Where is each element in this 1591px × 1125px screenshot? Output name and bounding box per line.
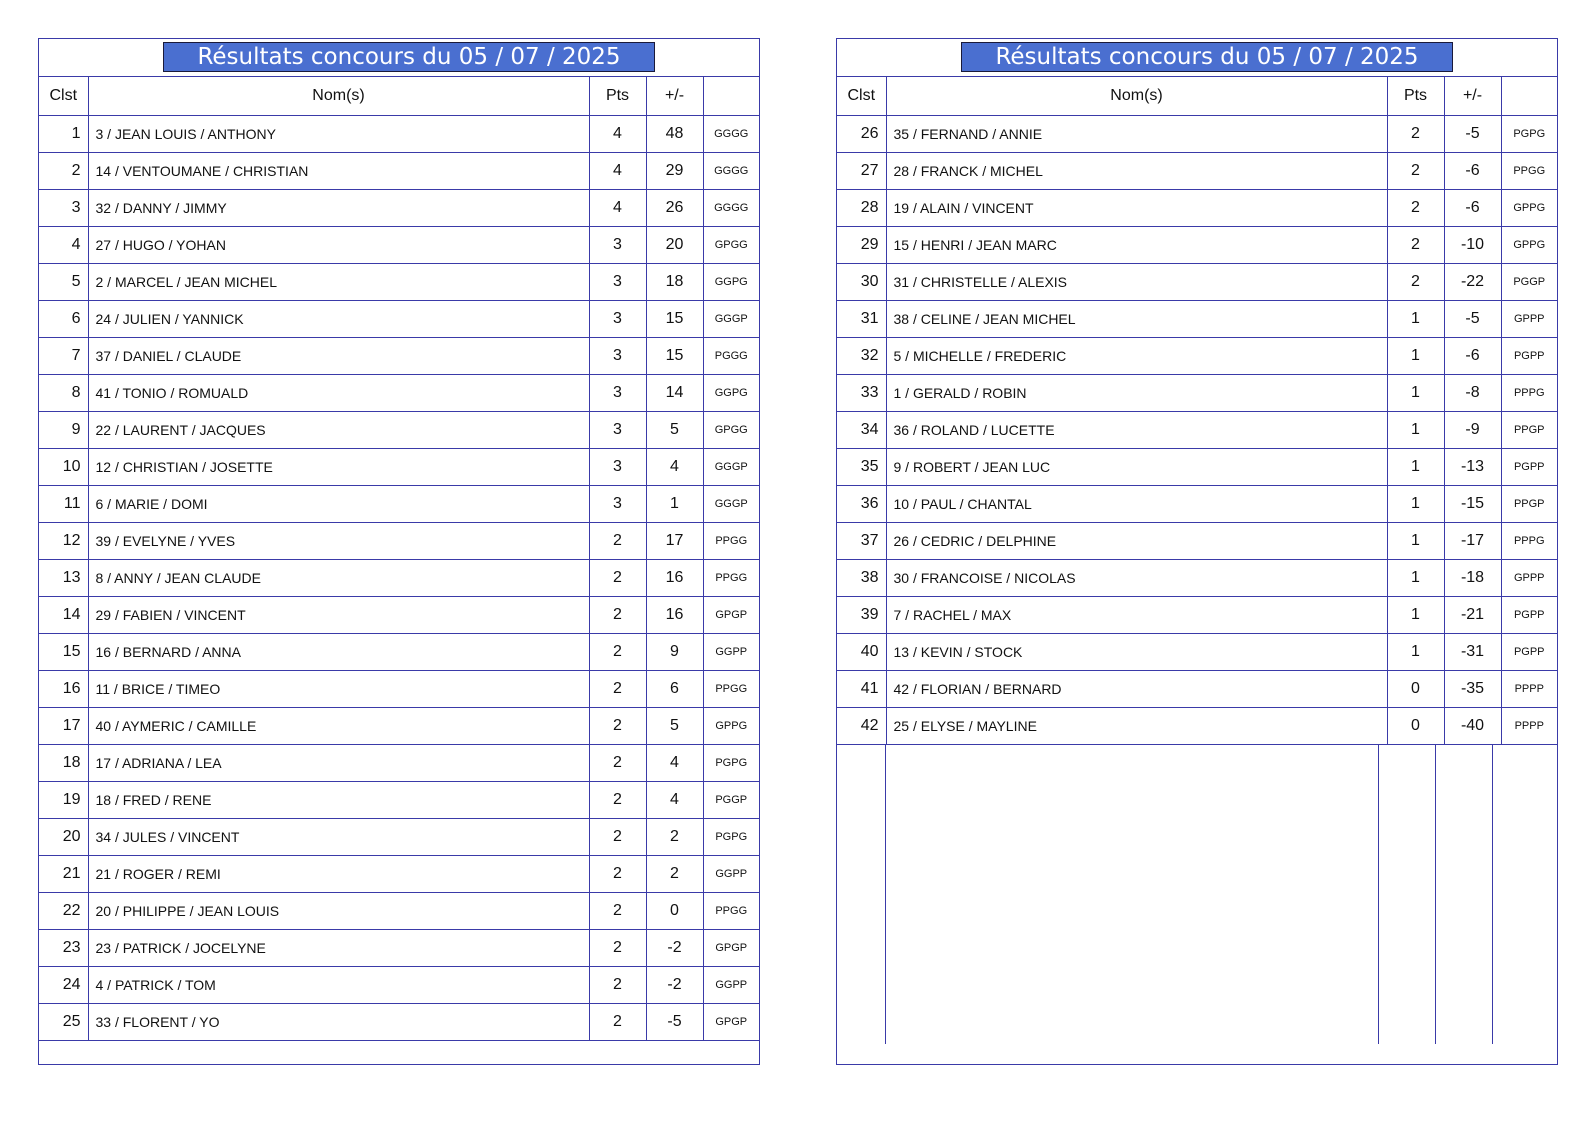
goal-diff-cell: -5: [1444, 300, 1501, 337]
points-cell: 2: [589, 929, 646, 966]
table-row: [837, 374, 1557, 411]
goal-diff-cell: -31: [1444, 633, 1501, 670]
points-cell: 2: [589, 892, 646, 929]
points-cell: 2: [589, 855, 646, 892]
match-results-cell: PPGG: [703, 522, 759, 559]
goal-diff-cell: -6: [1444, 152, 1501, 189]
goal-diff-cell: 0: [646, 892, 703, 929]
points-cell: 0: [1387, 670, 1444, 707]
team-name-cell: 34 / JULES / VINCENT: [88, 818, 589, 855]
header-clst: Clst: [837, 77, 886, 115]
team-name-cell: 15 / HENRI / JEAN MARC: [886, 226, 1387, 263]
results-panel-right: [836, 38, 1558, 1065]
header-row: [39, 77, 759, 115]
team-name-cell: 6 / MARIE / DOMI: [88, 485, 589, 522]
match-results-cell: PPPG: [1501, 374, 1557, 411]
points-cell: 2: [589, 966, 646, 1003]
header-row: [837, 77, 1557, 115]
goal-diff-cell: 5: [646, 411, 703, 448]
goal-diff-cell: 48: [646, 115, 703, 152]
goal-diff-cell: 16: [646, 596, 703, 633]
goal-diff-cell: 4: [646, 781, 703, 818]
team-name-cell: 23 / PATRICK / JOCELYNE: [88, 929, 589, 966]
match-results-cell: GPGG: [703, 226, 759, 263]
rank-cell: 13: [39, 559, 88, 596]
rank-cell: 21: [39, 855, 88, 892]
rank-cell: 9: [39, 411, 88, 448]
team-name-cell: 2 / MARCEL / JEAN MICHEL: [88, 263, 589, 300]
team-name-cell: 40 / AYMERIC / CAMILLE: [88, 707, 589, 744]
rank-cell: 23: [39, 929, 88, 966]
table-row: [837, 596, 1557, 633]
match-results-cell: GGGP: [703, 485, 759, 522]
table-row: [39, 559, 759, 596]
goal-diff-cell: -21: [1444, 596, 1501, 633]
rank-cell: 18: [39, 744, 88, 781]
match-results-cell: PGPP: [1501, 448, 1557, 485]
points-cell: 0: [1387, 707, 1444, 744]
empty-table-area: [837, 745, 1557, 1044]
team-name-cell: 28 / FRANCK / MICHEL: [886, 152, 1387, 189]
goal-diff-cell: 9: [646, 633, 703, 670]
team-name-cell: 7 / RACHEL / MAX: [886, 596, 1387, 633]
rank-cell: 28: [837, 189, 886, 226]
empty-column: [1379, 745, 1436, 1044]
points-cell: 4: [589, 189, 646, 226]
match-results-cell: GPPG: [1501, 226, 1557, 263]
table-row: [39, 337, 759, 374]
points-cell: 2: [589, 781, 646, 818]
goal-diff-cell: 1: [646, 485, 703, 522]
header-pts: Pts: [1387, 77, 1444, 115]
results-table: [837, 77, 1557, 745]
goal-diff-cell: -9: [1444, 411, 1501, 448]
goal-diff-cell: -6: [1444, 189, 1501, 226]
match-results-cell: GGGP: [703, 300, 759, 337]
goal-diff-cell: -15: [1444, 485, 1501, 522]
rank-cell: 16: [39, 670, 88, 707]
team-name-cell: 9 / ROBERT / JEAN LUC: [886, 448, 1387, 485]
points-cell: 2: [1387, 226, 1444, 263]
points-cell: 2: [589, 818, 646, 855]
match-results-cell: PPGP: [1501, 411, 1557, 448]
rank-cell: 37: [837, 522, 886, 559]
team-name-cell: 3 / JEAN LOUIS / ANTHONY: [88, 115, 589, 152]
match-results-cell: GGGG: [703, 115, 759, 152]
table-row: [39, 633, 759, 670]
team-name-cell: 14 / VENTOUMANE / CHRISTIAN: [88, 152, 589, 189]
points-cell: 2: [589, 559, 646, 596]
match-results-cell: GPPG: [1501, 189, 1557, 226]
points-cell: 3: [589, 374, 646, 411]
team-name-cell: 27 / HUGO / YOHAN: [88, 226, 589, 263]
team-name-cell: 25 / ELYSE / MAYLINE: [886, 707, 1387, 744]
points-cell: 2: [589, 1003, 646, 1040]
goal-diff-cell: -8: [1444, 374, 1501, 411]
goal-diff-cell: 14: [646, 374, 703, 411]
points-cell: 2: [589, 707, 646, 744]
goal-diff-cell: 2: [646, 818, 703, 855]
table-row: [39, 744, 759, 781]
table-row: [837, 226, 1557, 263]
goal-diff-cell: 4: [646, 744, 703, 781]
results-panel-left: [38, 38, 760, 1065]
results-title: Résultats concours du 05 / 07 / 2025: [961, 42, 1453, 72]
team-name-cell: 42 / FLORIAN / BERNARD: [886, 670, 1387, 707]
results-body: [39, 115, 759, 1040]
goal-diff-cell: -17: [1444, 522, 1501, 559]
team-name-cell: 18 / FRED / RENE: [88, 781, 589, 818]
match-results-cell: PPPG: [1501, 522, 1557, 559]
rank-cell: 42: [837, 707, 886, 744]
table-row: [39, 189, 759, 226]
table-row: [39, 966, 759, 1003]
header-pts: Pts: [589, 77, 646, 115]
header-results: [1501, 77, 1557, 115]
points-cell: 2: [1387, 189, 1444, 226]
goal-diff-cell: -2: [646, 929, 703, 966]
match-results-cell: PPGG: [703, 670, 759, 707]
match-results-cell: PPGG: [703, 559, 759, 596]
team-name-cell: 11 / BRICE / TIMEO: [88, 670, 589, 707]
team-name-cell: 35 / FERNAND / ANNIE: [886, 115, 1387, 152]
results-title: Résultats concours du 05 / 07 / 2025: [163, 42, 655, 72]
goal-diff-cell: 29: [646, 152, 703, 189]
table-row: [39, 1003, 759, 1040]
header-clst: Clst: [39, 77, 88, 115]
table-row: [39, 522, 759, 559]
table-row: [39, 855, 759, 892]
team-name-cell: 41 / TONIO / ROMUALD: [88, 374, 589, 411]
match-results-cell: GGPP: [703, 633, 759, 670]
rank-cell: 29: [837, 226, 886, 263]
match-results-cell: PPPP: [1501, 707, 1557, 744]
empty-column: [1493, 745, 1557, 1044]
match-results-cell: GPPG: [703, 707, 759, 744]
team-name-cell: 36 / ROLAND / LUCETTE: [886, 411, 1387, 448]
team-name-cell: 8 / ANNY / JEAN CLAUDE: [88, 559, 589, 596]
goal-diff-cell: -2: [646, 966, 703, 1003]
team-name-cell: 19 / ALAIN / VINCENT: [886, 189, 1387, 226]
rank-cell: 36: [837, 485, 886, 522]
points-cell: 1: [1387, 522, 1444, 559]
goal-diff-cell: 18: [646, 263, 703, 300]
table-row: [39, 596, 759, 633]
goal-diff-cell: 15: [646, 337, 703, 374]
match-results-cell: PPGG: [1501, 152, 1557, 189]
table-row: [837, 115, 1557, 152]
team-name-cell: 5 / MICHELLE / FREDERIC: [886, 337, 1387, 374]
goal-diff-cell: -6: [1444, 337, 1501, 374]
table-row: [837, 411, 1557, 448]
rank-cell: 14: [39, 596, 88, 633]
table-row: [39, 115, 759, 152]
team-name-cell: 29 / FABIEN / VINCENT: [88, 596, 589, 633]
team-name-cell: 16 / BERNARD / ANNA: [88, 633, 589, 670]
results-table: [39, 77, 759, 1041]
results-body: [837, 115, 1557, 744]
match-results-cell: GGPG: [703, 374, 759, 411]
table-row: [837, 707, 1557, 744]
table-row: [39, 892, 759, 929]
rank-cell: 12: [39, 522, 88, 559]
goal-diff-cell: 16: [646, 559, 703, 596]
table-row: [837, 152, 1557, 189]
header-name: Nom(s): [886, 77, 1387, 115]
header-results: [703, 77, 759, 115]
points-cell: 1: [1387, 374, 1444, 411]
rank-cell: 3: [39, 189, 88, 226]
table-row: [39, 263, 759, 300]
points-cell: 3: [589, 337, 646, 374]
table-row: [39, 152, 759, 189]
team-name-cell: 37 / DANIEL / CLAUDE: [88, 337, 589, 374]
goal-diff-cell: 6: [646, 670, 703, 707]
goal-diff-cell: 4: [646, 448, 703, 485]
match-results-cell: GGPP: [703, 966, 759, 1003]
points-cell: 2: [589, 744, 646, 781]
header-diff: +/-: [1444, 77, 1501, 115]
table-row: [39, 818, 759, 855]
rank-cell: 35: [837, 448, 886, 485]
goal-diff-cell: -5: [646, 1003, 703, 1040]
team-name-cell: 22 / LAURENT / JACQUES: [88, 411, 589, 448]
team-name-cell: 33 / FLORENT / YO: [88, 1003, 589, 1040]
points-cell: 3: [589, 485, 646, 522]
rank-cell: 5: [39, 263, 88, 300]
goal-diff-cell: -22: [1444, 263, 1501, 300]
empty-column: [837, 745, 886, 1044]
match-results-cell: PGGG: [703, 337, 759, 374]
header-diff: +/-: [646, 77, 703, 115]
table-row: [837, 337, 1557, 374]
table-row: [837, 189, 1557, 226]
match-results-cell: GPGP: [703, 1003, 759, 1040]
empty-column: [1436, 745, 1493, 1044]
rank-cell: 22: [39, 892, 88, 929]
rank-cell: 17: [39, 707, 88, 744]
rank-cell: 4: [39, 226, 88, 263]
rank-cell: 27: [837, 152, 886, 189]
match-results-cell: GPGG: [703, 411, 759, 448]
match-results-cell: GPGP: [703, 929, 759, 966]
goal-diff-cell: -5: [1444, 115, 1501, 152]
header-name: Nom(s): [88, 77, 589, 115]
title-row: [837, 39, 1557, 77]
team-name-cell: 26 / CEDRIC / DELPHINE: [886, 522, 1387, 559]
team-name-cell: 31 / CHRISTELLE / ALEXIS: [886, 263, 1387, 300]
points-cell: 2: [1387, 263, 1444, 300]
match-results-cell: GPPP: [1501, 300, 1557, 337]
points-cell: 4: [589, 152, 646, 189]
rank-cell: 2: [39, 152, 88, 189]
match-results-cell: PPGP: [1501, 485, 1557, 522]
match-results-cell: GGGG: [703, 152, 759, 189]
team-name-cell: 12 / CHRISTIAN / JOSETTE: [88, 448, 589, 485]
rank-cell: 20: [39, 818, 88, 855]
points-cell: 3: [589, 263, 646, 300]
goal-diff-cell: 20: [646, 226, 703, 263]
team-name-cell: 38 / CELINE / JEAN MICHEL: [886, 300, 1387, 337]
points-cell: 2: [589, 670, 646, 707]
rank-cell: 25: [39, 1003, 88, 1040]
rank-cell: 15: [39, 633, 88, 670]
rank-cell: 39: [837, 596, 886, 633]
rank-cell: 8: [39, 374, 88, 411]
table-row: [837, 485, 1557, 522]
points-cell: 2: [589, 596, 646, 633]
points-cell: 3: [589, 411, 646, 448]
table-row: [39, 300, 759, 337]
goal-diff-cell: 2: [646, 855, 703, 892]
points-cell: 1: [1387, 411, 1444, 448]
points-cell: 1: [1387, 559, 1444, 596]
match-results-cell: PGGP: [703, 781, 759, 818]
table-row: [39, 707, 759, 744]
match-results-cell: PGPP: [1501, 337, 1557, 374]
match-results-cell: GGPP: [703, 855, 759, 892]
match-results-cell: PGPG: [1501, 115, 1557, 152]
points-cell: 1: [1387, 485, 1444, 522]
goal-diff-cell: -40: [1444, 707, 1501, 744]
rank-cell: 19: [39, 781, 88, 818]
goal-diff-cell: -10: [1444, 226, 1501, 263]
goal-diff-cell: 17: [646, 522, 703, 559]
team-name-cell: 30 / FRANCOISE / NICOLAS: [886, 559, 1387, 596]
title-row: [39, 39, 759, 77]
match-results-cell: GPPP: [1501, 559, 1557, 596]
team-name-cell: 4 / PATRICK / TOM: [88, 966, 589, 1003]
points-cell: 3: [589, 448, 646, 485]
points-cell: 3: [589, 300, 646, 337]
points-cell: 3: [589, 226, 646, 263]
match-results-cell: PGGP: [1501, 263, 1557, 300]
rank-cell: 33: [837, 374, 886, 411]
team-name-cell: 1 / GERALD / ROBIN: [886, 374, 1387, 411]
goal-diff-cell: -18: [1444, 559, 1501, 596]
rank-cell: 31: [837, 300, 886, 337]
points-cell: 2: [589, 633, 646, 670]
table-row: [837, 633, 1557, 670]
rank-cell: 40: [837, 633, 886, 670]
rank-cell: 11: [39, 485, 88, 522]
goal-diff-cell: 26: [646, 189, 703, 226]
match-results-cell: GGPG: [703, 263, 759, 300]
table-row: [39, 411, 759, 448]
rank-cell: 38: [837, 559, 886, 596]
match-results-cell: PGPP: [1501, 596, 1557, 633]
points-cell: 4: [589, 115, 646, 152]
points-cell: 2: [1387, 115, 1444, 152]
empty-column: [886, 745, 1379, 1044]
points-cell: 1: [1387, 448, 1444, 485]
team-name-cell: 39 / EVELYNE / YVES: [88, 522, 589, 559]
goal-diff-cell: -35: [1444, 670, 1501, 707]
match-results-cell: GPGP: [703, 596, 759, 633]
team-name-cell: 17 / ADRIANA / LEA: [88, 744, 589, 781]
team-name-cell: 24 / JULIEN / YANNICK: [88, 300, 589, 337]
rank-cell: 1: [39, 115, 88, 152]
points-cell: 2: [1387, 152, 1444, 189]
table-row: [837, 670, 1557, 707]
table-row: [837, 559, 1557, 596]
team-name-cell: 20 / PHILIPPE / JEAN LOUIS: [88, 892, 589, 929]
match-results-cell: GGGG: [703, 189, 759, 226]
rank-cell: 30: [837, 263, 886, 300]
team-name-cell: 32 / DANNY / JIMMY: [88, 189, 589, 226]
rank-cell: 10: [39, 448, 88, 485]
rank-cell: 24: [39, 966, 88, 1003]
match-results-cell: PGPG: [703, 744, 759, 781]
match-results-cell: GGGP: [703, 448, 759, 485]
points-cell: 1: [1387, 596, 1444, 633]
points-cell: 2: [589, 522, 646, 559]
table-row: [39, 485, 759, 522]
table-row: [39, 929, 759, 966]
match-results-cell: PGPG: [703, 818, 759, 855]
points-cell: 1: [1387, 633, 1444, 670]
rank-cell: 34: [837, 411, 886, 448]
rank-cell: 32: [837, 337, 886, 374]
table-row: [39, 374, 759, 411]
table-row: [837, 300, 1557, 337]
goal-diff-cell: 5: [646, 707, 703, 744]
table-row: [39, 781, 759, 818]
table-row: [39, 226, 759, 263]
table-row: [39, 670, 759, 707]
match-results-cell: PGPP: [1501, 633, 1557, 670]
goal-diff-cell: 15: [646, 300, 703, 337]
match-results-cell: PPPP: [1501, 670, 1557, 707]
table-row: [837, 522, 1557, 559]
table-row: [39, 448, 759, 485]
team-name-cell: 10 / PAUL / CHANTAL: [886, 485, 1387, 522]
points-cell: 1: [1387, 300, 1444, 337]
rank-cell: 26: [837, 115, 886, 152]
match-results-cell: PPGG: [703, 892, 759, 929]
rank-cell: 6: [39, 300, 88, 337]
team-name-cell: 13 / KEVIN / STOCK: [886, 633, 1387, 670]
table-row: [837, 263, 1557, 300]
points-cell: 1: [1387, 337, 1444, 374]
rank-cell: 7: [39, 337, 88, 374]
rank-cell: 41: [837, 670, 886, 707]
table-row: [837, 448, 1557, 485]
goal-diff-cell: -13: [1444, 448, 1501, 485]
team-name-cell: 21 / ROGER / REMI: [88, 855, 589, 892]
